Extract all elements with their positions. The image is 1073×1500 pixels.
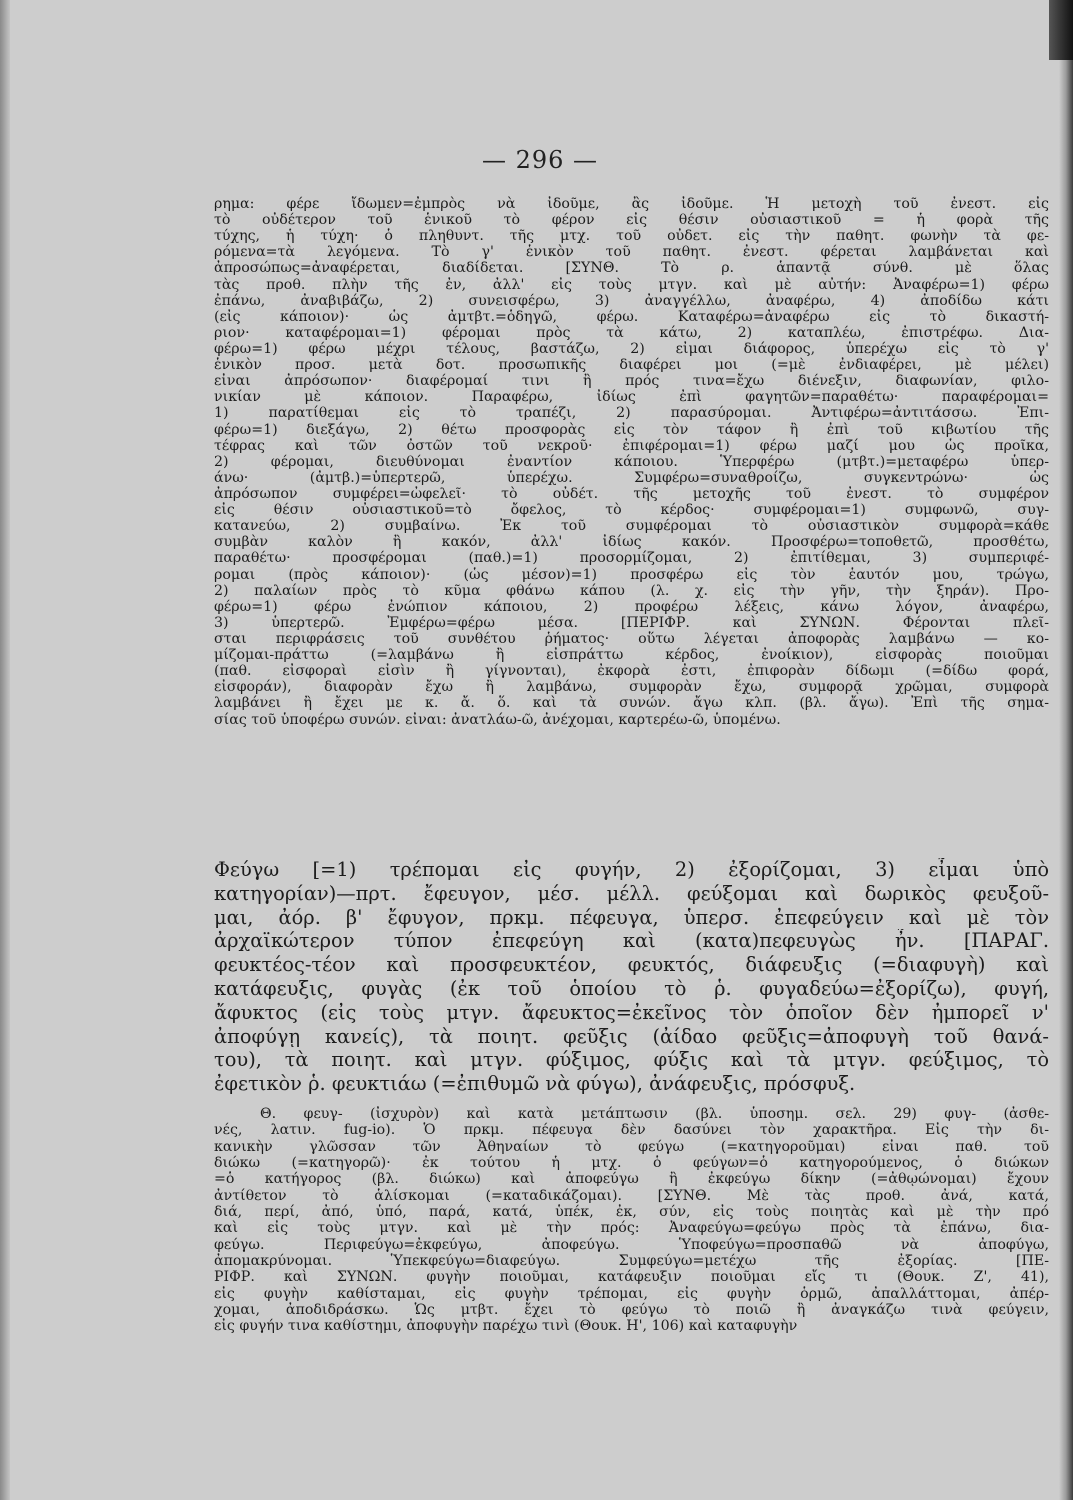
etymology-line: ἀντίθετον τὸ ἁλίσκομαι (=καταδικάζομαι). [ΣΥΝΘ. Μὲ τὰς προθ. ἀνά, κατά, [214, 1187, 1049, 1204]
text-line: (εἰς κάποιον)· ὡς ἀμτβτ.=ὁδηγῶ, φέρω. Καταφέρω=ἀναφέρω εἰς τὸ δικαστή- [214, 308, 1049, 325]
text-line: τέφρας καὶ τῶν ὀστῶν τοῦ νεκροῦ· ἐπιφέρομαι=1) φέρω μαζί μου ὡς προῖκα, [214, 437, 1049, 454]
etymology-line: διώκω (=κατηγορῶ)· ἐκ τούτου ἡ μτχ. ὁ φεύγων=ὁ κατηγορούμενος, ὁ διώκων [214, 1155, 1049, 1172]
etymology-line: εἰς φυγήν τινα καθίστημι, ἀποφυγὴν παρέχω τινὶ (Θουκ. Η', 106) καὶ καταφυγὴν [214, 1318, 798, 1335]
etymology-line: ἀπομακρύνομαι. Ὑπεκφεύγω=διαφεύγω. Συμφεύγω=μετέχω τῆς ἐξορίας. [ΠΕ- [214, 1253, 1049, 1270]
text-line: μίζομαι-πράττω (=λαμβάνω ἢ εἰσπράττω κέρδος, ἐνοίκιον), εἰσφορὰς ποιοῦμαι [214, 647, 1049, 664]
headword-line: κατηγορίαν)—πρτ. ἔφευγον, μέσ. μέλλ. φεύξομαι καὶ δωρικὸς φευξοῦ- [214, 881, 1049, 905]
headword-line: κατάφευξις, φυγὰς (ἐκ τοῦ ὁποίου τὸ ῥ. φυγαδεύω=ἐξορίζω), φυγή, [214, 976, 1049, 1000]
text-line: ἀπροσώπως=ἀναφέρεται, διαδίδεται. [ΣΥΝΘ. Τὸ ρ. ἁπαντᾷ σύνθ. μὲ ὅλας [214, 260, 1049, 277]
headword-line: ἀρχαϊκώτερον τύπον ἐπεφεύγη καὶ (κατα)πεφευγὼς ἦν. [ΠΑΡΑΓ. [214, 929, 1049, 953]
text-line: συμβὰν καλὸν ἢ κακόν, ἀλλ' ἰδίως κακόν. Προσφέρω=τοποθετῶ, προσθέτω, [214, 534, 1049, 551]
etymology-line: νές, λατιν. fug-io). Ὁ πρκμ. πέφευγα δὲν δασύνει τὸν χαρακτῆρα. Εἰς τὴν δι- [214, 1122, 1049, 1139]
etymology-line: καὶ εἰς τοὺς μτγν. καὶ μὲ τὴν πρός: Ἀναφεύγω=φεύγω πρὸς τὰ ἐπάνω, δια- [214, 1220, 1049, 1237]
text-line: ρομαι (πρὸς κάποιον)· (ὡς μέσον)=1) προσφέρω εἰς τὸν ἑαυτόν μου, τρώγω, [214, 566, 1049, 583]
headword-line: Φεύγω [=1) τρέπομαι εἰς φυγήν, 2) ἐξορίζομαι, 3) εἶμαι ὑπὸ [214, 858, 1049, 881]
etymology-line: χομαι, ἀποδιδράσκω. Ὡς μτβτ. ἔχει τὸ φεύγω τὸ ποιῶ ἢ ἀναγκάζω τινὰ φεύγειν, [214, 1302, 1049, 1319]
etymology-line: =ὁ κατήγορος (βλ. διώκω) καὶ ἀποφεύγω ἢ ἐκφεύγω δίκην (=ἀθῳώνομαι) ἔχουν [214, 1171, 1049, 1188]
text-line: 3) ὑπερτερῶ. Ἐμφέρω=φέρω μέσα. [ΠΕΡΙΦΡ. καὶ ΣΥΝΩΝ. Φέρονται πλεῖ- [214, 614, 1049, 631]
text-line: λαμβάνει ἢ ἔχει με κ. ἄ. ὅ. καὶ τὰ συνών. ἄγω κλπ. (βλ. ἄγω). Ἐπὶ τῆς σημα- [214, 695, 1049, 712]
entry-continuation-block [214, 196, 1049, 728]
text-line: σται περιφράσεις τοῦ συνθέτου ῥήματος· οὕτω λέγεται ἀποφορὰς λαμβάνω — κο- [214, 630, 1049, 647]
etymology-line: ΡΙΦΡ. καὶ ΣΥΝΩΝ. φυγὴν ποιοῦμαι, κατάφευξιν ποιοῦμαι εἴς τι (Θουκ. Ζ', 41), [214, 1269, 1049, 1286]
text-line: φέρω=1) φέρω ἐνώπιον κάποιου, 2) προφέρω λέξεις, κάνω λόγον, ἀναφέρω, [214, 598, 1049, 615]
text-line: φέρω=1) διεξάγω, 2) θέτω προσφορὰς εἰς τὸν τάφον ἢ ἐπὶ τοῦ κιβωτίου τῆς [214, 421, 1049, 438]
text-line: εἰσφοράν), διαφορὰν ἔχω ἢ λαμβάνω, συμφορὰν ἔχω, συμφορᾷ χρῶμαι, συμφορὰ [214, 679, 1049, 696]
etymology-line: διά, περί, ἀπό, ὑπό, παρά, κατά, ὑπέκ, ἐκ, σύν, εἰς τοὺς ποιητὰς καὶ μὲ τὴν πρό [214, 1204, 1049, 1221]
text-line: τὸ οὐδέτερον τοῦ ἑνικοῦ τὸ φέρον εἰς θέσιν οὐσιαστικοῦ = ἡ φορὰ τῆς [214, 212, 1049, 229]
text-line: τὰς προθ. πλὴν τῆς ἐν, ἀλλ' εἰς τοὺς μτγν. καὶ μὲ αὐτήν: Ἀναφέρω=1) φέρω [214, 276, 1049, 293]
etymology-line: εἰς φυγὴν καθίσταμαι, εἰς φυγὴν τρέπομαι, εἰς φυγὴν ὁρμῶ, ἀπαλλάττομαι, ἀπέρ- [214, 1285, 1049, 1302]
text-line: ριον· καταφέρομαι=1) φέρομαι πρὸς τὰ κάτω, 2) καταπλέω, ἐπιστρέφω. Δια- [214, 324, 1049, 341]
text-line: κατανεύω, 2) συμβαίνω. Ἐκ τοῦ συμφέρομαι τὸ οὐσιαστικὸν συμφορὰ=κάθε [214, 518, 1049, 535]
headword-entry-block [214, 858, 1049, 1096]
headword-line: ἀποφύγῃ κανείς), τὰ ποιητ. φεῦξις (ἀίδαο φεῦξις=ἀποφυγὴ τοῦ θανά- [214, 1024, 1049, 1048]
text-line: σίας τοῦ ὑποφέρω συνών. εἶναι: ἀνατλάω-ῶ, ἀνέχομαι, καρτερέω-ῶ, ὑπομένω. [214, 711, 781, 728]
text-line: 2) φέρομαι, διευθύνομαι ἐναντίον κάποιου. Ὑπερφέρω (μτβτ.)=μεταφέρω ὑπερ- [214, 453, 1049, 470]
text-line: εἶναι ἀπρόσωπον· διαφέρομαί τινι ἢ πρός τινα=ἔχω διένεξιν, διαφωνίαν, φιλο- [214, 373, 1049, 390]
text-line: νικίαν μὲ κάποιον. Παραφέρω, ἰδίως ἐπὶ φαγητῶν=παραθέτω· παραφέρομαι= [214, 389, 1049, 406]
text-line: εἰς θέσιν οὐσιαστικοῦ=τὸ ὄφελος, τὸ κέρδος· συμφέρομαι=1) συμφωνῶ, συγ- [214, 502, 1049, 519]
text-line: άνω· (ἀμτβ.)=ὑπερτερῶ, ὑπερέχω. Συμφέρω=συναθροίζω, συγκεντρώνω· ὡς [214, 469, 1049, 486]
etymology-line: Θ. φευγ- (ἰσχυρὸν) καὶ κατὰ μετάπτωσιν (βλ. ὑποσημ. σελ. 29) φυγ- (ἀσθε- [260, 1106, 1049, 1122]
headword-line: ἄφυκτος (εἰς τοὺς μτγν. ἄφευκτος=ἐκεῖνος τὸν ὁποῖον δὲν ἠμπορεῖ ν' [214, 1000, 1049, 1024]
text-line: 2) παλαίων πρὸς τὸ κῦμα φθάνω κάπου (λ. χ. εἰς τὴν γῆν, τὴν ξηράν). Προ- [214, 582, 1049, 599]
etymology-line: φεύγω. Περιφεύγω=ἐκφεύγω, ἀποφεύγω. Ὑποφεύγω=προσπαθῶ νὰ ἀποφύγω, [214, 1236, 1049, 1253]
headword-line: ἐφετικὸν ῥ. φευκτιάω (=ἐπιθυμῶ νὰ φύγω), ἀνάφευξις, πρόσφυξ. [214, 1072, 856, 1096]
headword-line: μαι, ἀόρ. β' ἔφυγον, πρκμ. πέφευγα, ὑπερσ. ἐπεφεύγειν καὶ μὲ τὸν [214, 905, 1049, 929]
etymology-block [214, 1106, 1049, 1335]
text-line: 1) παρατίθεμαι εἰς τὸ τραπέζι, 2) παρασύρομαι. Ἀντιφέρω=ἀντιτάσσω. Ἐπι- [214, 405, 1049, 422]
text-line: ἑνικὸν προσ. μετὰ δοτ. προσωπικῆς διαφέρει μοι (=μὲ ἐνδιαφέρει, μὲ μέλει) [214, 357, 1049, 374]
headword-line: φευκτέος-τέον καὶ προσφευκτέον, φευκτός, διάφευξις (=διαφυγὴ) καὶ [214, 953, 1049, 977]
text-line: φέρω=1) φέρω μέχρι τέλους, βαστάζω, 2) εἶμαι διάφορος, ὑπερέχω εἰς τὸ γ' [214, 340, 1049, 357]
text-line: ἀπρόσωπον συμφέρει=ὠφελεῖ· τὸ οὐδέτ. τῆς μετοχῆς τοῦ ἐνεστ. τὸ συμφέρον [214, 485, 1049, 502]
page-number: — 296 — [481, 146, 599, 174]
text-line: παραθέτω· προσφέρομαι (παθ.)=1) προσορμίζομαι, 2) ἐπιτίθεμαι, 3) συμπεριφέ- [214, 550, 1049, 567]
etymology-line: κανικὴν γλῶσσαν τῶν Ἀθηναίων τὸ φεύγω (=κατηγοροῦμαι) εἶναι παθ. τοῦ [214, 1138, 1049, 1155]
text-line: ρόμενα=τὰ λεγόμενα. Τὸ γ' ἑνικὸν τοῦ παθητ. ἐνεστ. φέρεται λαμβάνεται καὶ [214, 244, 1049, 261]
text-line: ρημα: φέρε ἴδωμεν=ἐμπρὸς νὰ ἰδοῦμε, ἂς ἰδοῦμε. Ἡ μετοχὴ τοῦ ἐνεστ. εἰς [214, 196, 1049, 212]
headword-line: του), τὰ ποιητ. καὶ μτγν. φύξιμος, φύξις καὶ τὰ μτγν. φεύξιμος, τὸ [214, 1048, 1049, 1072]
text-line: ἐπάνω, ἀναβιβάζω, 2) συνεισφέρω, 3) ἀναγγέλλω, ἀναφέρω, 4) ἀποδίδω κάτι [214, 292, 1049, 309]
text-line: (παθ. εἰσφοραὶ εἰσὶν ἢ γίγνονται), ἐκφορὰ ἐστι, ἐπιφορὰν δίδωμι (=δίδω φορά, [214, 663, 1049, 680]
text-line: τύχης, ἡ τύχη· ὁ πληθυντ. τῆς μτχ. τοῦ οὐδετ. εἰς τὴν παθητ. φωνὴν τὰ φε- [214, 228, 1049, 245]
